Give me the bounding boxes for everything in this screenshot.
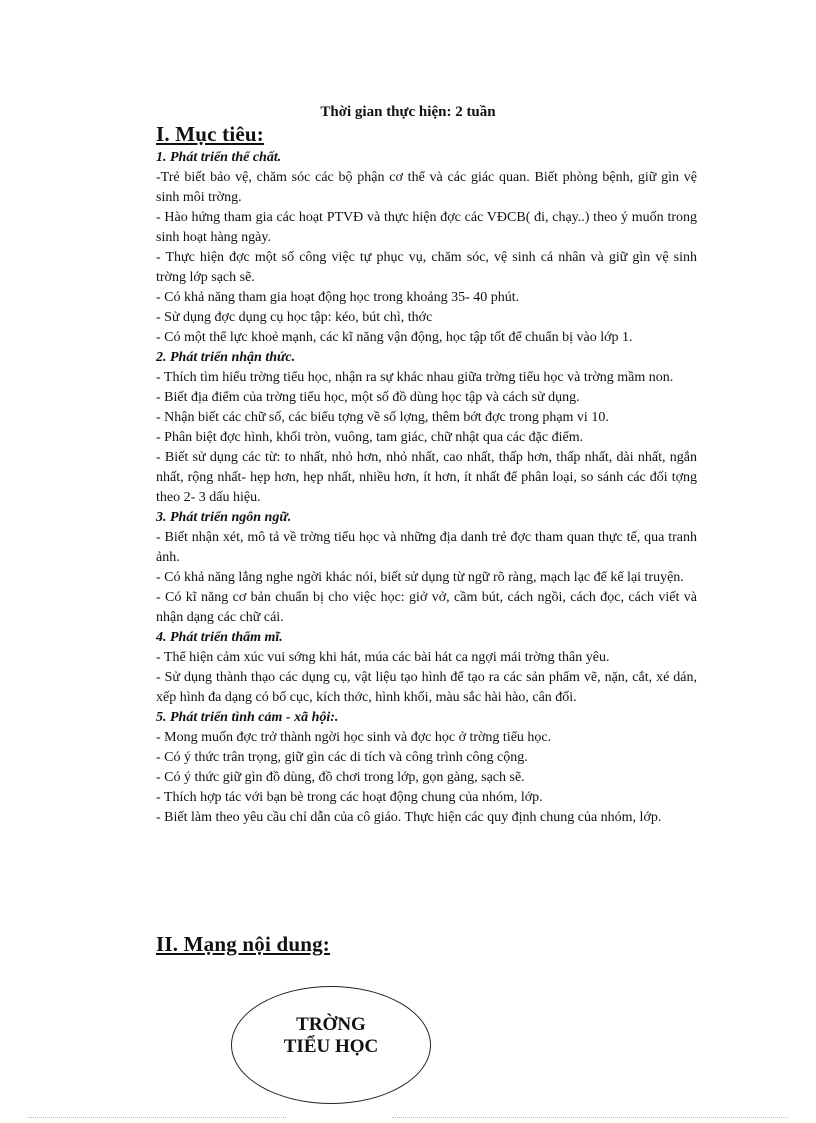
objective-item: - Thể hiện cảm xúc vui sớng khi hát, múa các bài hát ca ngợi mái trờng thân yêu. xyxy=(156,650,610,665)
objective-heading: 1. Phát triển thể chất. xyxy=(156,150,282,165)
objective-item: - Có khả năng tham gia hoạt động học trong khoảng 35- 40 phút. xyxy=(156,290,520,305)
objective-heading: 3. Phát triển ngôn ngữ. xyxy=(156,510,292,525)
objective-item: - Có khả năng lắng nghe ngời khác nói, biết sử dụng từ ngữ rõ ràng, mạch lạc để kể lại truyện. xyxy=(156,570,684,585)
objective-item: - Thích tìm hiểu trờng tiểu học, nhận ra sự khác nhau giữa trờng tiểu học và trờng mầm non. xyxy=(156,370,674,385)
objective-item: - Biết làm theo yêu cầu chỉ dẫn của cô giáo. Thực hiện các quy định chung của nhóm, lớp. xyxy=(156,810,662,825)
objective-item: - Sử dụng đợc dụng cụ học tập: kéo, bút chì, thớc xyxy=(156,310,433,325)
objective-item: - Có một thể lực khoẻ mạnh, các kĩ năng vận động, học tập tốt để chuẩn bị vào lớp 1. xyxy=(156,330,633,345)
objective-item: - Thích hợp tác với bạn bè trong các hoạt động chung của nhóm, lớp. xyxy=(156,790,543,805)
objective-heading: 2. Phát triển nhận thức. xyxy=(156,350,296,365)
objective-item: -Trẻ biết bảo vệ, chăm sóc các bộ phận cơ thể và các giác quan. Biết phòng bệnh, giữ gìn vệ sinh môi trờng. xyxy=(156,170,697,205)
footer-divider-left xyxy=(28,1117,286,1118)
section-content-network-title: II. Mạng nội dung: xyxy=(156,932,330,956)
duration-subtitle: Thời gian thực hiện: 2 tuần xyxy=(320,104,496,120)
objective-item: - Mong muốn đợc trở thành ngời học sinh và đợc học ở trờng tiểu học. xyxy=(156,730,552,745)
footer-divider-right xyxy=(392,1117,788,1118)
objective-item: - Biết nhận xét, mô tả về trờng tiểu học và những địa danh trẻ đợc tham quan thực tế, qua tranh ảnh. xyxy=(156,530,697,565)
objective-item: - Biết sử dụng các từ: to nhất, nhỏ hơn, nhỏ nhất, cao nhất, thấp hơn, thấp nhất, dài nhất, ngắn nhất, rộng nhất- hẹp hơn, hẹp nhất, nhiều hơn, ít hơn, ít nhất để phân loại, so sánh các đối tợng theo 2- 3 dấu hiệu. xyxy=(156,450,697,505)
objective-item: - Thực hiện đợc một số công việc tự phục vụ, chăm sóc, vệ sinh cá nhân và giữ gìn vệ sinh trờng lớp sạch sẽ. xyxy=(156,250,697,285)
objectives-content xyxy=(156,148,697,828)
objective-item: - Có kĩ năng cơ bản chuẩn bị cho việc học: giở vở, cầm bút, cách ngồi, cách đọc, cách viết và nhận dạng các chữ cái. xyxy=(156,590,697,625)
objective-item: - Nhận biết các chữ số, các biểu tợng về số lợng, thêm bớt đợc trong phạm vi 10. xyxy=(156,410,609,425)
objective-item: - Phân biệt đợc hình, khối tròn, vuông, tam giác, chữ nhật qua các đặc điểm. xyxy=(156,430,584,445)
objective-item: - Có ý thức giữ gìn đồ dùng, đồ chơi trong lớp, gọn gàng, sạch sẽ. xyxy=(156,770,525,785)
topic-line-1: TRỜNG xyxy=(296,1014,366,1035)
objective-heading: 4. Phát triển thẩm mĩ. xyxy=(156,630,283,645)
objective-item: - Có ý thức trân trọng, giữ gìn các di tích và công trình công cộng. xyxy=(156,750,528,765)
topic-label xyxy=(231,1014,431,1058)
objective-heading: 5. Phát triển tình cảm - xã hội:. xyxy=(156,710,339,725)
objective-item: - Hào hứng tham gia các hoạt PTVĐ và thực hiện đợc các VĐCB( đi, chạy..) theo ý muốn trong sinh hoạt hàng ngày. xyxy=(156,210,697,245)
topic-line-2: TIỂU HỌC xyxy=(283,1036,379,1057)
objective-item: - Sử dụng thành thạo các dụng cụ, vật liệu tạo hình để tạo ra các sản phẩm vẽ, nặn, cắt, xé dán, xếp hình đa dạng có bố cục, kích thớc, hình khối, màu sắc hài hào, cân đối. xyxy=(156,670,697,705)
objective-item: - Biết địa điểm của trờng tiểu học, một số đồ dùng học tập và cách sử dụng. xyxy=(156,390,580,405)
section-objectives-title: I. Mục tiêu: xyxy=(156,122,264,146)
